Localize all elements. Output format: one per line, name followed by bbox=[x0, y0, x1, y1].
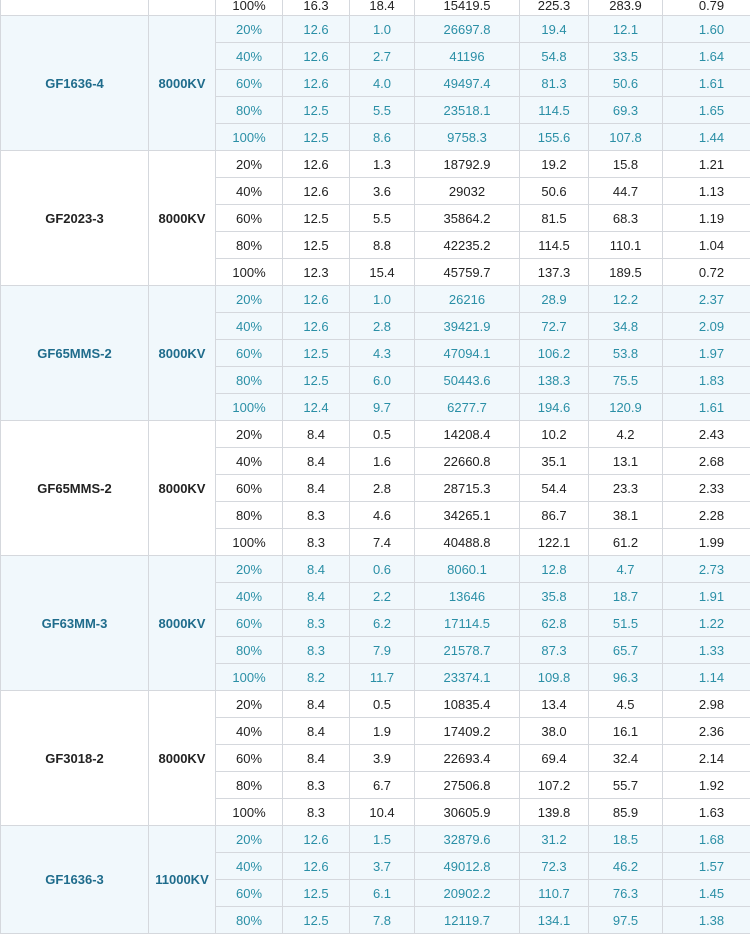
motor-model-cell: GF63MM-3 bbox=[1, 556, 149, 691]
throttle-cell: 20% bbox=[216, 556, 283, 583]
power-cell: 86.7 bbox=[520, 502, 589, 529]
thrust-cell: 40488.8 bbox=[415, 529, 520, 556]
table-row bbox=[1, 691, 750, 718]
current-cell: 1.3 bbox=[350, 151, 415, 178]
current-cell: 18.4 bbox=[350, 0, 415, 16]
throttle-cell: 80% bbox=[216, 772, 283, 799]
efficiency-cell: 1.22 bbox=[663, 610, 750, 637]
throttle-cell: 40% bbox=[216, 178, 283, 205]
voltage-cell: 8.4 bbox=[283, 745, 350, 772]
power-cell: 137.3 bbox=[520, 259, 589, 286]
voltage-cell: 8.3 bbox=[283, 637, 350, 664]
thrust-cell: 41196 bbox=[415, 43, 520, 70]
thrust-cell: 27506.8 bbox=[415, 772, 520, 799]
voltage-cell: 8.2 bbox=[283, 664, 350, 691]
temp-cell: 53.8 bbox=[589, 340, 663, 367]
power-cell: 10.2 bbox=[520, 421, 589, 448]
thrust-cell: 17114.5 bbox=[415, 610, 520, 637]
kv-cell: 8000KV bbox=[149, 151, 216, 286]
throttle-cell: 60% bbox=[216, 70, 283, 97]
temp-cell: 33.5 bbox=[589, 43, 663, 70]
temp-cell: 110.1 bbox=[589, 232, 663, 259]
temp-cell: 55.7 bbox=[589, 772, 663, 799]
power-cell: 19.4 bbox=[520, 16, 589, 43]
power-cell: 54.4 bbox=[520, 475, 589, 502]
power-cell: 62.8 bbox=[520, 610, 589, 637]
temp-cell: 85.9 bbox=[589, 799, 663, 826]
current-cell: 3.7 bbox=[350, 853, 415, 880]
thrust-cell: 29032 bbox=[415, 178, 520, 205]
current-cell: 6.1 bbox=[350, 880, 415, 907]
current-cell: 3.6 bbox=[350, 178, 415, 205]
kv-cell: 8000KV bbox=[149, 421, 216, 556]
throttle-cell: 80% bbox=[216, 97, 283, 124]
efficiency-cell: 1.97 bbox=[663, 340, 750, 367]
current-cell: 6.7 bbox=[350, 772, 415, 799]
throttle-cell: 40% bbox=[216, 583, 283, 610]
efficiency-cell: 2.09 bbox=[663, 313, 750, 340]
thrust-cell: 18792.9 bbox=[415, 151, 520, 178]
thrust-cell: 22693.4 bbox=[415, 745, 520, 772]
voltage-cell: 8.3 bbox=[283, 502, 350, 529]
table-row bbox=[1, 151, 750, 178]
power-cell: 13.4 bbox=[520, 691, 589, 718]
motor-model-cell: GF1636-3 bbox=[1, 826, 149, 934]
power-cell: 81.5 bbox=[520, 205, 589, 232]
temp-cell: 18.5 bbox=[589, 826, 663, 853]
efficiency-cell: 1.13 bbox=[663, 178, 750, 205]
voltage-cell: 12.5 bbox=[283, 907, 350, 934]
throttle-cell: 60% bbox=[216, 475, 283, 502]
efficiency-cell: 2.68 bbox=[663, 448, 750, 475]
temp-cell: 13.1 bbox=[589, 448, 663, 475]
voltage-cell: 12.5 bbox=[283, 97, 350, 124]
throttle-cell: 60% bbox=[216, 880, 283, 907]
thrust-cell: 9758.3 bbox=[415, 124, 520, 151]
voltage-cell: 8.4 bbox=[283, 691, 350, 718]
voltage-cell: 8.4 bbox=[283, 583, 350, 610]
voltage-cell: 8.3 bbox=[283, 610, 350, 637]
voltage-cell: 12.3 bbox=[283, 259, 350, 286]
efficiency-cell: 0.72 bbox=[663, 259, 750, 286]
throttle-cell: 60% bbox=[216, 745, 283, 772]
efficiency-cell: 1.45 bbox=[663, 880, 750, 907]
temp-cell: 68.3 bbox=[589, 205, 663, 232]
motor-model-cell: GF1636-4 bbox=[1, 16, 149, 151]
current-cell: 1.0 bbox=[350, 16, 415, 43]
voltage-cell: 12.6 bbox=[283, 313, 350, 340]
efficiency-cell: 1.21 bbox=[663, 151, 750, 178]
throttle-cell: 60% bbox=[216, 610, 283, 637]
efficiency-cell: 1.61 bbox=[663, 70, 750, 97]
current-cell: 10.4 bbox=[350, 799, 415, 826]
current-cell: 0.5 bbox=[350, 421, 415, 448]
temp-cell: 50.6 bbox=[589, 70, 663, 97]
power-cell: 81.3 bbox=[520, 70, 589, 97]
temp-cell: 51.5 bbox=[589, 610, 663, 637]
thrust-cell: 14208.4 bbox=[415, 421, 520, 448]
thrust-cell: 6277.7 bbox=[415, 394, 520, 421]
kv-cell: 11000KV bbox=[149, 826, 216, 934]
table-row bbox=[1, 16, 750, 43]
temp-cell: 34.8 bbox=[589, 313, 663, 340]
voltage-cell: 12.5 bbox=[283, 205, 350, 232]
voltage-cell: 12.5 bbox=[283, 232, 350, 259]
throttle-cell: 100% bbox=[216, 799, 283, 826]
power-cell: 69.4 bbox=[520, 745, 589, 772]
voltage-cell: 8.3 bbox=[283, 529, 350, 556]
throttle-cell: 100% bbox=[216, 0, 283, 16]
efficiency-cell: 1.19 bbox=[663, 205, 750, 232]
temp-cell: 44.7 bbox=[589, 178, 663, 205]
motor-group bbox=[1, 826, 750, 934]
temp-cell: 23.3 bbox=[589, 475, 663, 502]
motor-group bbox=[1, 691, 750, 826]
thrust-cell: 26697.8 bbox=[415, 16, 520, 43]
temp-cell: 32.4 bbox=[589, 745, 663, 772]
current-cell: 2.2 bbox=[350, 583, 415, 610]
power-cell: 87.3 bbox=[520, 637, 589, 664]
power-cell: 54.8 bbox=[520, 43, 589, 70]
temp-cell: 65.7 bbox=[589, 637, 663, 664]
throttle-cell: 40% bbox=[216, 43, 283, 70]
thrust-cell: 30605.9 bbox=[415, 799, 520, 826]
power-cell: 28.9 bbox=[520, 286, 589, 313]
motor-group bbox=[1, 286, 750, 421]
power-cell: 114.5 bbox=[520, 232, 589, 259]
kv-cell bbox=[149, 0, 216, 16]
efficiency-cell: 1.33 bbox=[663, 637, 750, 664]
power-cell: 110.7 bbox=[520, 880, 589, 907]
temp-cell: 4.7 bbox=[589, 556, 663, 583]
current-cell: 2.8 bbox=[350, 475, 415, 502]
efficiency-cell: 2.73 bbox=[663, 556, 750, 583]
efficiency-cell: 1.91 bbox=[663, 583, 750, 610]
temp-cell: 107.8 bbox=[589, 124, 663, 151]
power-cell: 122.1 bbox=[520, 529, 589, 556]
table-row bbox=[1, 286, 750, 313]
throttle-cell: 40% bbox=[216, 448, 283, 475]
voltage-cell: 12.6 bbox=[283, 178, 350, 205]
kv-cell: 8000KV bbox=[149, 286, 216, 421]
voltage-cell: 8.4 bbox=[283, 421, 350, 448]
voltage-cell: 12.6 bbox=[283, 286, 350, 313]
voltage-cell: 12.6 bbox=[283, 151, 350, 178]
current-cell: 2.8 bbox=[350, 313, 415, 340]
kv-cell: 8000KV bbox=[149, 16, 216, 151]
throttle-cell: 80% bbox=[216, 637, 283, 664]
power-cell: 225.3 bbox=[520, 0, 589, 16]
current-cell: 1.0 bbox=[350, 286, 415, 313]
voltage-cell: 12.6 bbox=[283, 853, 350, 880]
power-cell: 107.2 bbox=[520, 772, 589, 799]
temp-cell: 189.5 bbox=[589, 259, 663, 286]
table-row bbox=[1, 421, 750, 448]
voltage-cell: 12.5 bbox=[283, 124, 350, 151]
temp-cell: 4.5 bbox=[589, 691, 663, 718]
power-cell: 194.6 bbox=[520, 394, 589, 421]
voltage-cell: 16.3 bbox=[283, 0, 350, 16]
motor-group bbox=[1, 151, 750, 286]
power-cell: 138.3 bbox=[520, 367, 589, 394]
kv-cell: 8000KV bbox=[149, 556, 216, 691]
throttle-cell: 80% bbox=[216, 367, 283, 394]
throttle-cell: 80% bbox=[216, 907, 283, 934]
temp-cell: 12.1 bbox=[589, 16, 663, 43]
throttle-cell: 60% bbox=[216, 205, 283, 232]
thrust-cell: 35864.2 bbox=[415, 205, 520, 232]
efficiency-cell: 1.63 bbox=[663, 799, 750, 826]
power-cell: 19.2 bbox=[520, 151, 589, 178]
thrust-cell: 45759.7 bbox=[415, 259, 520, 286]
efficiency-cell: 1.99 bbox=[663, 529, 750, 556]
throttle-cell: 40% bbox=[216, 718, 283, 745]
throttle-cell: 20% bbox=[216, 151, 283, 178]
throttle-cell: 100% bbox=[216, 124, 283, 151]
voltage-cell: 8.3 bbox=[283, 772, 350, 799]
voltage-cell: 8.4 bbox=[283, 718, 350, 745]
temp-cell: 16.1 bbox=[589, 718, 663, 745]
temp-cell: 18.7 bbox=[589, 583, 663, 610]
current-cell: 7.8 bbox=[350, 907, 415, 934]
power-cell: 114.5 bbox=[520, 97, 589, 124]
temp-cell: 4.2 bbox=[589, 421, 663, 448]
temp-cell: 76.3 bbox=[589, 880, 663, 907]
thrust-cell: 10835.4 bbox=[415, 691, 520, 718]
efficiency-cell: 2.33 bbox=[663, 475, 750, 502]
throttle-cell: 20% bbox=[216, 691, 283, 718]
thrust-cell: 23374.1 bbox=[415, 664, 520, 691]
power-cell: 72.7 bbox=[520, 313, 589, 340]
efficiency-cell: 1.68 bbox=[663, 826, 750, 853]
efficiency-cell: 0.79 bbox=[663, 0, 750, 16]
current-cell: 7.4 bbox=[350, 529, 415, 556]
current-cell: 5.5 bbox=[350, 97, 415, 124]
current-cell: 4.6 bbox=[350, 502, 415, 529]
thrust-cell: 39421.9 bbox=[415, 313, 520, 340]
thrust-cell: 50443.6 bbox=[415, 367, 520, 394]
current-cell: 1.9 bbox=[350, 718, 415, 745]
thrust-cell: 34265.1 bbox=[415, 502, 520, 529]
motor-group bbox=[1, 16, 750, 151]
current-cell: 7.9 bbox=[350, 637, 415, 664]
temp-cell: 96.3 bbox=[589, 664, 663, 691]
current-cell: 8.6 bbox=[350, 124, 415, 151]
power-cell: 72.3 bbox=[520, 853, 589, 880]
motor-model-cell: GF65MMS-2 bbox=[1, 286, 149, 421]
efficiency-cell: 2.14 bbox=[663, 745, 750, 772]
power-cell: 50.6 bbox=[520, 178, 589, 205]
thrust-cell: 21578.7 bbox=[415, 637, 520, 664]
kv-cell: 8000KV bbox=[149, 691, 216, 826]
voltage-cell: 12.5 bbox=[283, 367, 350, 394]
current-cell: 15.4 bbox=[350, 259, 415, 286]
current-cell: 11.7 bbox=[350, 664, 415, 691]
current-cell: 1.6 bbox=[350, 448, 415, 475]
efficiency-cell: 1.83 bbox=[663, 367, 750, 394]
table-row bbox=[1, 556, 750, 583]
thrust-cell: 15419.5 bbox=[415, 0, 520, 16]
temp-cell: 15.8 bbox=[589, 151, 663, 178]
current-cell: 8.8 bbox=[350, 232, 415, 259]
voltage-cell: 12.6 bbox=[283, 826, 350, 853]
throttle-cell: 100% bbox=[216, 259, 283, 286]
thrust-cell: 23518.1 bbox=[415, 97, 520, 124]
thrust-cell: 28715.3 bbox=[415, 475, 520, 502]
temp-cell: 97.5 bbox=[589, 907, 663, 934]
motor-model-cell: GF2023-3 bbox=[1, 151, 149, 286]
thrust-cell: 8060.1 bbox=[415, 556, 520, 583]
efficiency-cell: 1.61 bbox=[663, 394, 750, 421]
efficiency-cell: 1.92 bbox=[663, 772, 750, 799]
current-cell: 4.3 bbox=[350, 340, 415, 367]
power-cell: 12.8 bbox=[520, 556, 589, 583]
throttle-cell: 80% bbox=[216, 232, 283, 259]
current-cell: 5.5 bbox=[350, 205, 415, 232]
efficiency-cell: 1.38 bbox=[663, 907, 750, 934]
throttle-cell: 100% bbox=[216, 394, 283, 421]
power-cell: 35.1 bbox=[520, 448, 589, 475]
thrust-cell: 20902.2 bbox=[415, 880, 520, 907]
thrust-cell: 49012.8 bbox=[415, 853, 520, 880]
efficiency-cell: 1.64 bbox=[663, 43, 750, 70]
voltage-cell: 8.4 bbox=[283, 448, 350, 475]
current-cell: 4.0 bbox=[350, 70, 415, 97]
thrust-cell: 13646 bbox=[415, 583, 520, 610]
thrust-cell: 17409.2 bbox=[415, 718, 520, 745]
efficiency-cell: 1.04 bbox=[663, 232, 750, 259]
current-cell: 0.5 bbox=[350, 691, 415, 718]
temp-cell: 12.2 bbox=[589, 286, 663, 313]
throttle-cell: 20% bbox=[216, 16, 283, 43]
temp-cell: 75.5 bbox=[589, 367, 663, 394]
throttle-cell: 20% bbox=[216, 826, 283, 853]
voltage-cell: 12.6 bbox=[283, 43, 350, 70]
motor-group bbox=[1, 556, 750, 691]
power-cell: 139.8 bbox=[520, 799, 589, 826]
voltage-cell: 8.4 bbox=[283, 475, 350, 502]
table-row bbox=[1, 0, 750, 16]
throttle-cell: 80% bbox=[216, 502, 283, 529]
current-cell: 6.2 bbox=[350, 610, 415, 637]
power-cell: 134.1 bbox=[520, 907, 589, 934]
power-cell: 35.8 bbox=[520, 583, 589, 610]
table-row bbox=[1, 826, 750, 853]
power-cell: 155.6 bbox=[520, 124, 589, 151]
thrust-cell: 22660.8 bbox=[415, 448, 520, 475]
current-cell: 6.0 bbox=[350, 367, 415, 394]
temp-cell: 120.9 bbox=[589, 394, 663, 421]
thrust-cell: 32879.6 bbox=[415, 826, 520, 853]
thrust-cell: 42235.2 bbox=[415, 232, 520, 259]
throttle-cell: 20% bbox=[216, 421, 283, 448]
throttle-cell: 40% bbox=[216, 853, 283, 880]
efficiency-cell: 2.37 bbox=[663, 286, 750, 313]
voltage-cell: 12.5 bbox=[283, 880, 350, 907]
current-cell: 3.9 bbox=[350, 745, 415, 772]
motor-model-cell: GF65MMS-2 bbox=[1, 421, 149, 556]
thrust-cell: 12119.7 bbox=[415, 907, 520, 934]
power-cell: 31.2 bbox=[520, 826, 589, 853]
motor-group bbox=[1, 421, 750, 556]
current-cell: 9.7 bbox=[350, 394, 415, 421]
efficiency-cell: 2.28 bbox=[663, 502, 750, 529]
thrust-cell: 47094.1 bbox=[415, 340, 520, 367]
power-cell: 109.8 bbox=[520, 664, 589, 691]
throttle-cell: 20% bbox=[216, 286, 283, 313]
thrust-cell: 49497.4 bbox=[415, 70, 520, 97]
voltage-cell: 12.6 bbox=[283, 16, 350, 43]
temp-cell: 46.2 bbox=[589, 853, 663, 880]
power-cell: 38.0 bbox=[520, 718, 589, 745]
motor-model-cell: GF3018-2 bbox=[1, 691, 149, 826]
voltage-cell: 8.3 bbox=[283, 799, 350, 826]
temp-cell: 38.1 bbox=[589, 502, 663, 529]
throttle-cell: 100% bbox=[216, 664, 283, 691]
voltage-cell: 12.6 bbox=[283, 70, 350, 97]
efficiency-cell: 2.36 bbox=[663, 718, 750, 745]
voltage-cell: 12.5 bbox=[283, 340, 350, 367]
power-cell: 106.2 bbox=[520, 340, 589, 367]
throttle-cell: 40% bbox=[216, 313, 283, 340]
efficiency-cell: 1.14 bbox=[663, 664, 750, 691]
motor-model-cell bbox=[1, 0, 149, 16]
throttle-cell: 60% bbox=[216, 340, 283, 367]
temp-cell: 69.3 bbox=[589, 97, 663, 124]
efficiency-cell: 2.98 bbox=[663, 691, 750, 718]
current-cell: 2.7 bbox=[350, 43, 415, 70]
throttle-cell: 100% bbox=[216, 529, 283, 556]
temp-cell: 283.9 bbox=[589, 0, 663, 16]
efficiency-cell: 1.65 bbox=[663, 97, 750, 124]
efficiency-cell: 1.44 bbox=[663, 124, 750, 151]
efficiency-cell: 2.43 bbox=[663, 421, 750, 448]
temp-cell: 61.2 bbox=[589, 529, 663, 556]
efficiency-cell: 1.60 bbox=[663, 16, 750, 43]
current-cell: 1.5 bbox=[350, 826, 415, 853]
voltage-cell: 8.4 bbox=[283, 556, 350, 583]
voltage-cell: 12.4 bbox=[283, 394, 350, 421]
current-cell: 0.6 bbox=[350, 556, 415, 583]
thrust-cell: 26216 bbox=[415, 286, 520, 313]
efficiency-cell: 1.57 bbox=[663, 853, 750, 880]
motor-group bbox=[1, 0, 750, 16]
